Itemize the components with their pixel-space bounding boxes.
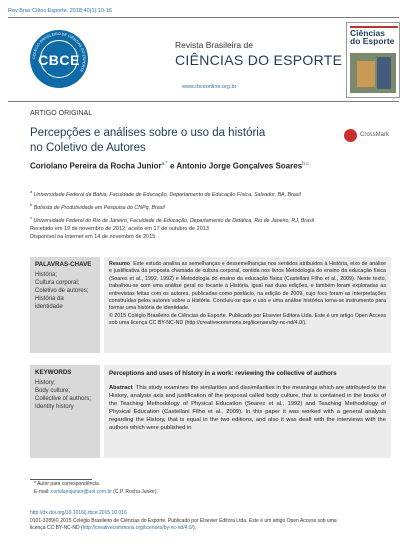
article-title-line2: no Coletivo de Autores: [30, 141, 146, 154]
affiliation-text: Universidade Federal do Rio de Janeiro, Faculdade de Educação, Departamento de Didática, Rio de Janeiro, RJ, Brasil: [33, 217, 315, 224]
affiliations: [30, 187, 390, 225]
doi-license-suffix: ).: [192, 525, 196, 531]
author-name[interactable]: Antonio Jorge Gonçalves Soares: [176, 161, 303, 171]
abstract-pt-text: Este estudo analisa as semelhanças e dessemelhanças nos sentidos atribuídos à História, eixo de análise e justificativa da proposta chamada de cultura corporal, contida nos livros Metodologia do ensino da educação física (Soares et al., 1992, 1992) e Metodologia do ensino da educação física (Castellani Filho et al., 2009). Neste texto, trabalhou-se com uma análise geral no tocante à História, igual nas duas edições, e também foram exploradas as entrevistas feitas com os autores, publicadas como posfácio, na edição de 2009, cujo foco foram as interpretações construídas pelos autores sobre a História. Concluiu-se que o uso e uma análise histórica torna-se instrumento para formar uma história de identidade.: [109, 261, 386, 312]
footnote-text: Autor para correspondência.: [37, 481, 101, 487]
doi-block: [30, 510, 390, 533]
abstract-pt-label: Resumo: [109, 261, 130, 267]
cover-title: [350, 29, 394, 45]
affiliation-key: b: [30, 201, 33, 207]
affiliation-text: Universidade Federal da Bahia, Faculdade de Educação, Departamento de Educação Física, Salvador, BA, Brasil: [33, 191, 301, 198]
author-list: [30, 161, 309, 171]
abstract-en-box: [104, 365, 391, 458]
received-date: Recebido em 19 de novembro de 2012; aceito em 17 de outubro de 2013: [30, 226, 209, 232]
crossmark-button[interactable]: [344, 126, 390, 146]
email-suffix: (C.P. Rocha Junior).: [111, 488, 158, 495]
article-dates: [30, 225, 209, 241]
author-connector: e: [167, 161, 177, 171]
footnote-line: [34, 481, 158, 489]
article-title-line1: Percepções e análises sobre o uso da história: [30, 127, 266, 139]
crossmark-icon: [344, 129, 357, 142]
affiliation-item: [30, 187, 390, 200]
affiliation-key: c: [30, 214, 32, 220]
cbce-logo-text: CBCE: [38, 52, 80, 68]
author-email-link[interactable]: coriolanojunior@uol.com.br: [50, 488, 112, 495]
corresponding-author-footnote: [34, 481, 158, 496]
author-name[interactable]: Coriolano Pereira da Rocha Junior: [30, 161, 162, 171]
keywords-pt-heading: PALAVRAS-CHAVE: [35, 261, 92, 268]
journal-subtitle: Revista Brasileira de: [175, 40, 253, 50]
cbce-logo-ring-label: COLÉGIO BRASILEIRO DE CIÊNCIAS DO ESPORTE: [31, 31, 87, 73]
email-label: E-mail:: [34, 488, 51, 495]
abstract-pt: [109, 261, 386, 328]
abstract-en-title: Perceptions and uses of history in a work: reviewing the collective of authors: [109, 370, 337, 377]
author-affiliation-marker[interactable]: b,c: [302, 161, 309, 167]
cover-title-line2: do Esporte: [350, 36, 395, 46]
affiliation-item: [30, 213, 390, 226]
author-affiliation-marker[interactable]: a,*: [161, 161, 168, 167]
footnote-email-line: [34, 489, 158, 497]
abstract-en-label: Abstract: [109, 385, 133, 391]
keyword-item: identidade: [35, 304, 63, 310]
doi-license-line: [30, 525, 390, 533]
doi-link[interactable]: http://dx.doi.org/10.1016/j.rbce.2015.10.016: [30, 510, 127, 516]
available-date: Disponível na Internet em 14 de novembro de 2015: [30, 234, 156, 240]
keyword-item: History;: [35, 380, 56, 386]
header-divider-bottom: [8, 101, 399, 102]
affiliation-text: Bolsista de Produtividade em Pesquisa do CNPq, Brasil: [33, 204, 165, 211]
keyword-item: Identity history: [35, 404, 74, 410]
journal-title: CIÊNCIAS DO ESPORTE: [175, 52, 343, 68]
header-divider-top: [8, 17, 399, 18]
crossmark-label: CrossMark: [360, 132, 390, 138]
cover-title-line1: Ciências: [350, 28, 385, 38]
affiliation-key: a: [30, 189, 33, 194]
doi-copyright: 0101-3289/© 2015 Colégio Brasileiro de Ciências do Esporte. Publicado por Elsevier Editora Ltda. Este é um artigo Open Access sob uma: [30, 517, 337, 524]
article-title: [30, 126, 330, 155]
keyword-item: Body culture;: [35, 388, 71, 394]
abstract-en: [109, 384, 386, 433]
footnote-marker: *: [34, 481, 36, 487]
license-link[interactable]: http://creativecommons.org/licenses/by-nc-nd/4.0/: [82, 525, 193, 531]
keyword-item: Coletivo de autores;: [35, 288, 89, 294]
keywords-en-box: [30, 365, 100, 458]
keyword-item: Collective of authors;: [35, 396, 92, 402]
doi-license-prefix: licença CC BY-NC-ND (: [30, 525, 83, 531]
keyword-item: História da: [35, 296, 64, 302]
abstract-pt-copyright: © 2015 Colégio Brasileiro de Ciências do Esporte. Publicado por Elsevier Editora Ltda. Este é um artigo Open Access sob uma licença CC BY-NC-ND (http://creativecommons.org/licenses/by-nc-nd/4.0/).: [109, 312, 386, 327]
cover-photo-figure-2: [377, 57, 391, 89]
article-section-label: ARTIGO ORIGINAL: [30, 110, 93, 117]
keyword-item: Cultura corporal;: [35, 280, 80, 286]
keyword-item: História;: [35, 272, 58, 278]
affiliation-item: [30, 200, 390, 213]
abstract-en-text: This study examines the similarities and dissimilarities in the meanings which are attributed to the History, analysis axis and justification of the proposal called body culture, that is contained in the books of the Teaching Methodology of Physical Education (Soares et al., 1992) and Teaching Methodology of Physical Education (Castellani Filho et al., 2009). In this paper it was worked with a general analysis regarding the History, that is equal in the two editions, and also it was dealt with the interviews with the authors which were published in: [109, 385, 386, 432]
journal-citation[interactable]: Rev Bras Ciênc Esporte. 2018;40(1):10-16: [8, 8, 112, 14]
keywords-en-heading: KEYWORDS: [35, 369, 72, 376]
journal-url-link[interactable]: www.rbceonline.org.br: [182, 84, 237, 90]
footnote-divider: [30, 479, 92, 480]
keywords-pt-box: [30, 257, 100, 353]
cover-photo-figure: [357, 61, 375, 87]
journal-cover-image: [346, 22, 400, 98]
abstract-pt-box: [104, 257, 391, 353]
